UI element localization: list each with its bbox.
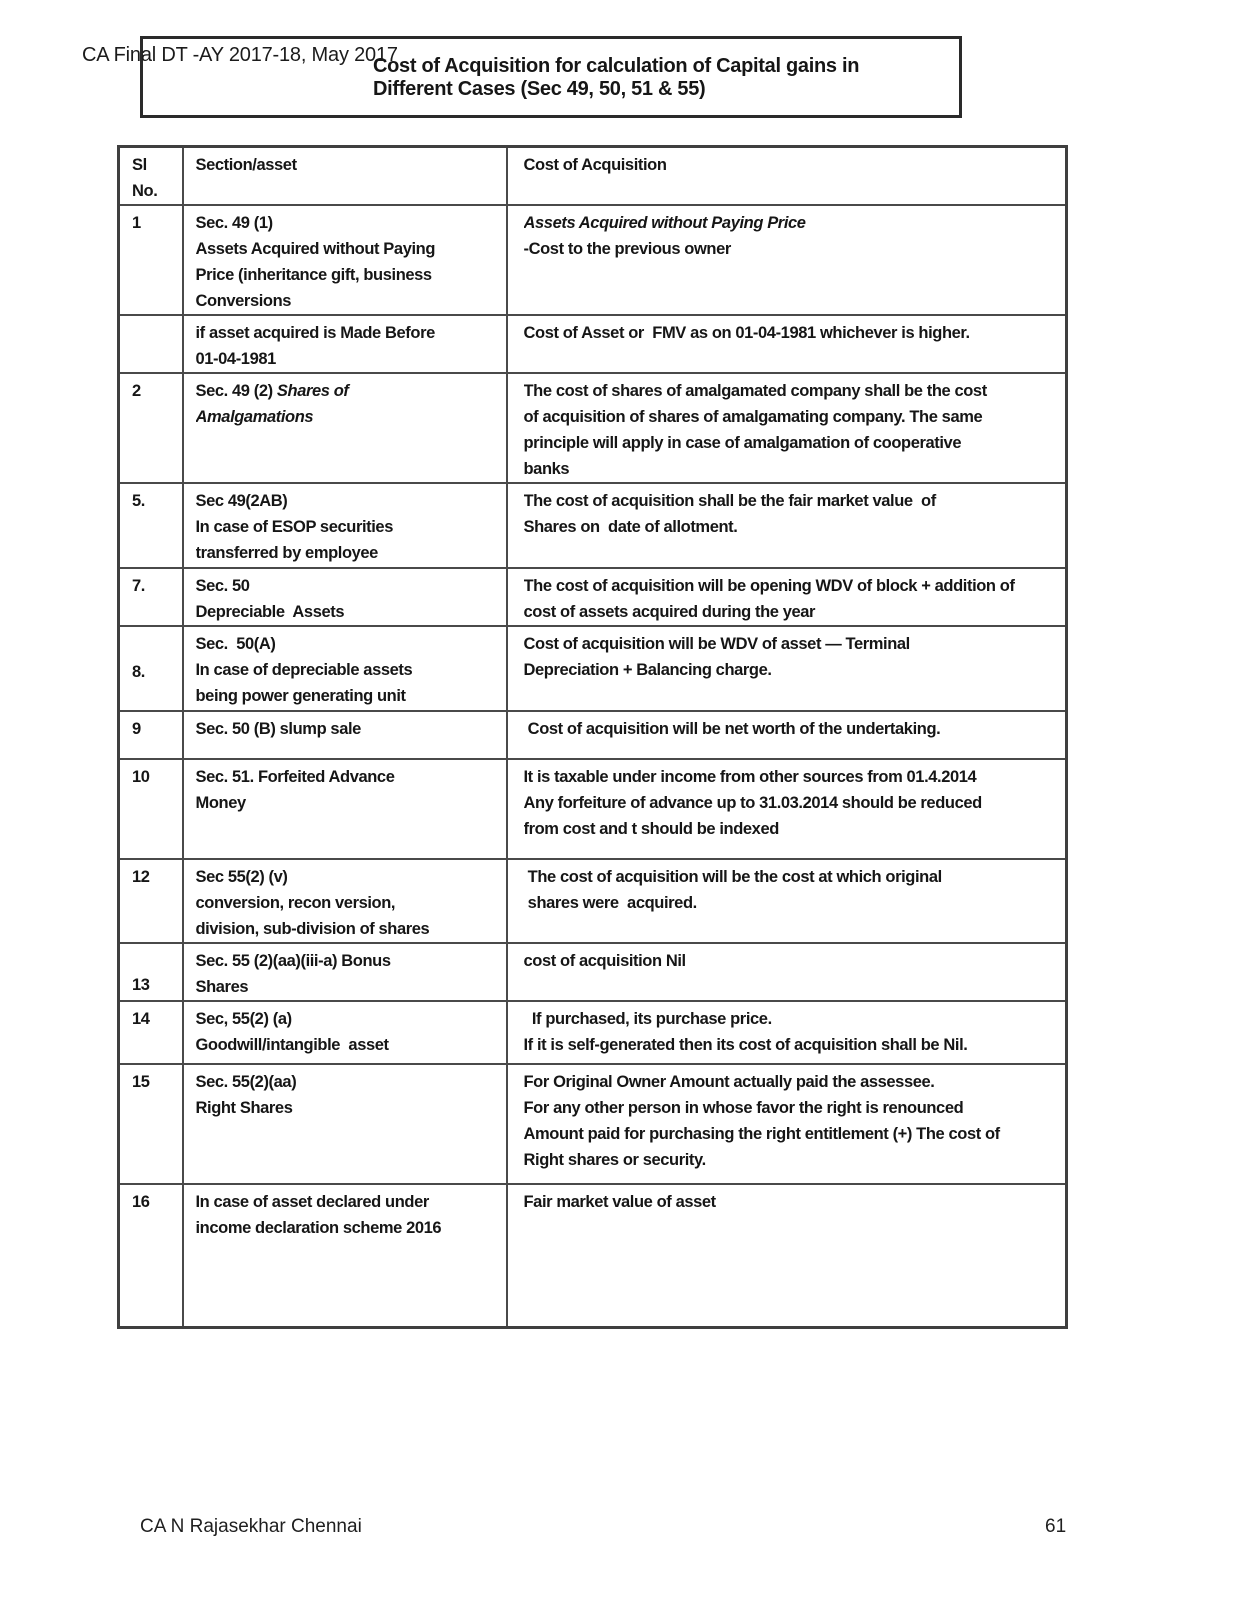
cell-content bbox=[196, 948, 500, 1000]
cell-content bbox=[132, 1189, 176, 1215]
text-line bbox=[524, 514, 1060, 540]
text-line bbox=[196, 262, 500, 288]
text-line bbox=[524, 152, 1060, 178]
text-line bbox=[196, 288, 500, 314]
text-segment: Depreciable Assets bbox=[195, 603, 345, 621]
text-segment: 2 bbox=[132, 382, 141, 400]
table-row bbox=[119, 568, 1067, 626]
section-asset-cell bbox=[183, 1001, 507, 1064]
sl-no-cell bbox=[119, 568, 183, 626]
text-segment: banks bbox=[523, 460, 570, 478]
text-line bbox=[132, 716, 176, 742]
text-segment: income declaration scheme 2016 bbox=[195, 1219, 442, 1237]
sl-no-cell bbox=[119, 483, 183, 568]
text-segment: No. bbox=[132, 182, 158, 200]
text-line bbox=[524, 488, 1060, 514]
text-segment: 01-04-1981 bbox=[195, 350, 276, 368]
section-asset-cell bbox=[183, 1184, 507, 1327]
text-segment: Shares on date of allotment. bbox=[523, 518, 738, 536]
cost-of-acquisition-cell bbox=[507, 859, 1067, 943]
text-segment: Sec. 50 (B) slump sale bbox=[195, 720, 361, 738]
table-row bbox=[119, 859, 1067, 943]
cell-content bbox=[196, 1069, 500, 1121]
text-segment: If it is self-generated then its cost of acquisition shall be Nil. bbox=[523, 1036, 968, 1054]
section-asset-cell bbox=[183, 568, 507, 626]
cell-content bbox=[524, 573, 1060, 625]
text-line bbox=[196, 916, 500, 942]
table-row bbox=[119, 626, 1067, 711]
text-segment: Amalgamations bbox=[195, 408, 314, 426]
cell-content bbox=[524, 716, 1060, 742]
text-line bbox=[524, 890, 1060, 916]
cell-content bbox=[132, 152, 176, 204]
text-segment: Any forfeiture of advance up to 31.03.2014 should be reduced bbox=[523, 794, 982, 812]
text-line bbox=[132, 1189, 176, 1215]
text-segment: Shares bbox=[195, 978, 249, 996]
text-segment: 14 bbox=[132, 1010, 150, 1028]
sl-no-cell bbox=[119, 859, 183, 943]
text-line bbox=[196, 488, 500, 514]
text-segment: Depreciation + Balancing charge. bbox=[523, 661, 772, 679]
table-header-row bbox=[119, 147, 1067, 206]
text-segment: Assets Acquired without Paying bbox=[195, 240, 436, 258]
sl-no-cell bbox=[119, 943, 183, 1001]
cell-content bbox=[132, 1069, 176, 1095]
text-line bbox=[524, 210, 1060, 236]
text-line bbox=[196, 1215, 500, 1241]
title-line-1: Cost of Acquisition for calculation of Capital gains in bbox=[373, 55, 860, 77]
cell-content bbox=[132, 659, 176, 685]
text-line bbox=[524, 1032, 1060, 1058]
cell-content bbox=[196, 378, 500, 430]
table-row bbox=[119, 711, 1067, 759]
title-line-2: Different Cases (Sec 49, 50, 51 & 55) bbox=[373, 78, 706, 100]
text-line bbox=[196, 573, 500, 599]
cell-content bbox=[524, 1006, 1060, 1058]
text-segment: Assets Acquired without Paying Price bbox=[523, 214, 806, 232]
table-body bbox=[119, 205, 1067, 1327]
text-segment: shares were acquired. bbox=[523, 894, 697, 912]
sl-no-cell bbox=[119, 759, 183, 859]
text-line bbox=[196, 657, 500, 683]
text-segment: In case of depreciable assets bbox=[195, 661, 413, 679]
text-segment: Shares of bbox=[276, 382, 349, 400]
text-segment: 16 bbox=[132, 1193, 150, 1211]
cell-content bbox=[132, 488, 176, 514]
cell-content bbox=[524, 631, 1060, 683]
cell-content bbox=[524, 210, 1060, 262]
cost-of-acquisition-cell bbox=[507, 483, 1067, 568]
text-line bbox=[196, 378, 500, 404]
text-line bbox=[524, 816, 1060, 842]
text-segment: The cost of acquisition will be opening WDV of block + addition of bbox=[523, 577, 1015, 595]
text-line bbox=[196, 716, 500, 742]
text-line bbox=[524, 716, 1060, 742]
text-segment: Sec. 50(A) bbox=[195, 635, 276, 653]
text-segment: cost of acquisition Nil bbox=[523, 952, 686, 970]
sl-no-cell bbox=[119, 205, 183, 315]
table-row bbox=[119, 483, 1067, 568]
text-segment: Right Shares bbox=[195, 1099, 293, 1117]
text-line bbox=[196, 236, 500, 262]
text-segment: Fair market value of asset bbox=[523, 1193, 716, 1211]
text-segment: Sec. 49 (1) bbox=[195, 214, 273, 232]
text-line bbox=[132, 764, 176, 790]
section-asset-cell bbox=[183, 711, 507, 759]
text-line bbox=[524, 320, 1060, 346]
table-header bbox=[119, 147, 1067, 206]
cell-content bbox=[524, 152, 1060, 178]
text-line bbox=[524, 948, 1060, 974]
text-segment: For any other person in whose favor the right is renounced bbox=[523, 1099, 964, 1117]
cell-content bbox=[196, 631, 500, 709]
text-line bbox=[196, 864, 500, 890]
table-row bbox=[119, 943, 1067, 1001]
text-line bbox=[196, 1069, 500, 1095]
cell-content bbox=[132, 972, 176, 998]
cost-of-acquisition-cell bbox=[507, 568, 1067, 626]
sl-no-cell bbox=[119, 626, 183, 711]
text-segment: 8. bbox=[132, 663, 145, 681]
column-header-section bbox=[183, 147, 507, 206]
text-line bbox=[196, 1189, 500, 1215]
text-line bbox=[524, 573, 1060, 599]
text-line bbox=[132, 210, 176, 236]
text-line bbox=[196, 764, 500, 790]
cell-content bbox=[196, 152, 500, 178]
table-row bbox=[119, 1001, 1067, 1064]
text-line bbox=[196, 599, 500, 625]
text-line bbox=[196, 974, 500, 1000]
text-line bbox=[132, 1006, 176, 1032]
text-segment: The cost of shares of amalgamated company shall be the cost bbox=[523, 382, 987, 400]
text-segment: of acquisition of shares of amalgamating company. The same bbox=[523, 408, 983, 426]
section-asset-cell bbox=[183, 483, 507, 568]
cell-content bbox=[132, 764, 176, 790]
text-line bbox=[524, 404, 1060, 430]
cell-content bbox=[196, 320, 500, 372]
cell-content bbox=[524, 1069, 1060, 1173]
sl-no-cell bbox=[119, 1184, 183, 1327]
text-segment: In case of asset declared under bbox=[195, 1193, 429, 1211]
section-asset-cell bbox=[183, 943, 507, 1001]
doc-header-label: CA Final DT -AY 2017-18, May 2017 bbox=[82, 44, 398, 66]
cost-of-acquisition-cell bbox=[507, 1184, 1067, 1327]
text-line bbox=[132, 178, 176, 204]
table-row bbox=[119, 1184, 1067, 1327]
text-segment: 12 bbox=[132, 868, 150, 886]
text-line bbox=[196, 152, 500, 178]
text-line bbox=[132, 378, 176, 404]
cell-content bbox=[196, 1006, 500, 1058]
table-row bbox=[119, 373, 1067, 483]
text-segment: Sec. 55(2)(aa) bbox=[195, 1073, 297, 1091]
footer-author: CA N Rajasekhar Chennai bbox=[140, 1516, 362, 1537]
text-segment: cost of assets acquired during the year bbox=[523, 603, 816, 621]
text-segment: 5. bbox=[132, 492, 145, 510]
cell-content bbox=[132, 210, 176, 236]
section-asset-cell bbox=[183, 859, 507, 943]
cell-content bbox=[524, 320, 1060, 346]
text-line bbox=[132, 659, 176, 685]
text-line bbox=[524, 864, 1060, 890]
text-segment: if asset acquired is Made Before bbox=[195, 324, 435, 342]
cell-content bbox=[524, 1189, 1060, 1215]
text-line bbox=[132, 152, 176, 178]
text-segment: Sec 49(2AB) bbox=[195, 492, 288, 510]
text-segment: Sec 55(2) (v) bbox=[195, 868, 288, 886]
cell-content bbox=[196, 210, 500, 314]
footer-page-number: 61 bbox=[1045, 1516, 1067, 1537]
text-line bbox=[132, 864, 176, 890]
text-segment: 7. bbox=[132, 577, 145, 595]
column-header-cost bbox=[507, 147, 1067, 206]
cost-of-acquisition-table bbox=[117, 145, 1068, 1329]
text-line bbox=[196, 540, 500, 566]
cell-content bbox=[132, 573, 176, 599]
text-line bbox=[524, 1121, 1060, 1147]
text-segment: Sl bbox=[132, 156, 147, 174]
cell-content bbox=[196, 716, 500, 742]
table-row bbox=[119, 759, 1067, 859]
text-line bbox=[524, 1069, 1060, 1095]
text-segment: The cost of acquisition shall be the fair market value of bbox=[523, 492, 936, 510]
text-segment: Section/asset bbox=[195, 156, 297, 174]
text-line bbox=[196, 1006, 500, 1032]
text-line bbox=[196, 1032, 500, 1058]
cell-content bbox=[196, 764, 500, 816]
text-segment: 10 bbox=[132, 768, 150, 786]
cost-of-acquisition-cell bbox=[507, 205, 1067, 315]
text-line bbox=[196, 320, 500, 346]
text-line bbox=[132, 1069, 176, 1095]
text-segment: It is taxable under income from other sources from 01.4.2014 bbox=[523, 768, 977, 786]
cell-content bbox=[132, 864, 176, 890]
text-segment: If purchased, its purchase price. bbox=[523, 1010, 772, 1028]
text-line bbox=[196, 683, 500, 709]
cost-of-acquisition-cell bbox=[507, 711, 1067, 759]
text-segment: conversion, recon version, bbox=[195, 894, 396, 912]
text-line bbox=[524, 1095, 1060, 1121]
text-line bbox=[196, 631, 500, 657]
text-segment: For Original Owner Amount actually paid the assessee. bbox=[523, 1073, 935, 1091]
cost-of-acquisition-cell bbox=[507, 373, 1067, 483]
cost-of-acquisition-cell bbox=[507, 1064, 1067, 1184]
section-asset-cell bbox=[183, 315, 507, 373]
text-line bbox=[524, 456, 1060, 482]
section-asset-cell bbox=[183, 759, 507, 859]
sl-no-cell bbox=[119, 711, 183, 759]
text-line bbox=[524, 790, 1060, 816]
section-asset-cell bbox=[183, 626, 507, 711]
cell-content bbox=[196, 1189, 500, 1241]
text-segment: 13 bbox=[132, 976, 150, 994]
text-segment: being power generating unit bbox=[195, 687, 406, 705]
text-segment: Cost of Asset or FMV as on 01-04-1981 whichever is higher. bbox=[523, 324, 970, 342]
text-line bbox=[196, 1095, 500, 1121]
cost-of-acquisition-cell bbox=[507, 759, 1067, 859]
sl-no-cell bbox=[119, 1001, 183, 1064]
cell-content bbox=[132, 378, 176, 404]
text-segment: In case of ESOP securities bbox=[195, 518, 393, 536]
text-line bbox=[524, 764, 1060, 790]
column-header-sl bbox=[119, 147, 183, 206]
text-segment: Right shares or security. bbox=[523, 1151, 706, 1169]
text-line bbox=[524, 1006, 1060, 1032]
cost-of-acquisition-cell bbox=[507, 315, 1067, 373]
text-segment: principle will apply in case of amalgamation of cooperative bbox=[523, 434, 962, 452]
text-line bbox=[524, 599, 1060, 625]
text-segment: 1 bbox=[132, 214, 141, 232]
text-segment: Cost of Acquisition bbox=[523, 156, 667, 174]
cell-content bbox=[132, 716, 176, 742]
text-line bbox=[196, 210, 500, 236]
text-segment: 15 bbox=[132, 1073, 150, 1091]
text-line bbox=[524, 1147, 1060, 1173]
text-segment: Cost of acquisition will be WDV of asset — Terminal bbox=[523, 635, 910, 653]
text-line bbox=[524, 1189, 1060, 1215]
table-row bbox=[119, 315, 1067, 373]
text-segment: Goodwill/intangible asset bbox=[195, 1036, 389, 1054]
text-segment: Sec. 50 bbox=[195, 577, 250, 595]
text-line bbox=[196, 890, 500, 916]
cell-content bbox=[196, 488, 500, 566]
cell-content bbox=[524, 488, 1060, 540]
sl-no-cell bbox=[119, 373, 183, 483]
text-line bbox=[132, 488, 176, 514]
cost-of-acquisition-cell bbox=[507, 626, 1067, 711]
text-segment: transferred by employee bbox=[195, 544, 378, 562]
sl-no-cell bbox=[119, 1064, 183, 1184]
text-line bbox=[524, 236, 1060, 262]
table-row bbox=[119, 205, 1067, 315]
text-line bbox=[524, 378, 1060, 404]
table-row bbox=[119, 1064, 1067, 1184]
cell-content bbox=[196, 864, 500, 942]
text-line bbox=[524, 430, 1060, 456]
text-line bbox=[196, 346, 500, 372]
text-segment: Sec. 49 (2) bbox=[195, 382, 277, 400]
cell-content bbox=[524, 378, 1060, 482]
text-line bbox=[196, 948, 500, 974]
text-segment: from cost and t should be indexed bbox=[523, 820, 779, 838]
text-line bbox=[132, 972, 176, 998]
cell-content bbox=[524, 764, 1060, 842]
cell-content bbox=[524, 864, 1060, 916]
text-segment: 9 bbox=[132, 720, 141, 738]
text-segment: Sec. 55 (2)(aa)(iii-a) Bonus bbox=[195, 952, 391, 970]
cost-of-acquisition-cell bbox=[507, 1001, 1067, 1064]
text-segment: The cost of acquisition will be the cost at which original bbox=[523, 868, 942, 886]
text-line bbox=[524, 631, 1060, 657]
text-segment: -Cost to the previous owner bbox=[523, 240, 731, 258]
text-segment: Conversions bbox=[195, 292, 292, 310]
cell-content bbox=[196, 573, 500, 625]
text-line bbox=[196, 404, 500, 430]
text-segment: Cost of acquisition will be net worth of the undertaking. bbox=[523, 720, 941, 738]
text-segment: Price (inheritance gift, business bbox=[195, 266, 432, 284]
text-line bbox=[524, 657, 1060, 683]
text-segment: Money bbox=[195, 794, 246, 812]
text-segment: Amount paid for purchasing the right entitlement (+) The cost of bbox=[523, 1125, 1000, 1143]
text-line bbox=[132, 573, 176, 599]
section-asset-cell bbox=[183, 373, 507, 483]
text-segment: Sec. 51. Forfeited Advance bbox=[195, 768, 395, 786]
section-asset-cell bbox=[183, 1064, 507, 1184]
cell-content bbox=[132, 1006, 176, 1032]
cell-content bbox=[524, 948, 1060, 974]
text-segment: division, sub-division of shares bbox=[195, 920, 430, 938]
text-line bbox=[196, 514, 500, 540]
sl-no-cell bbox=[119, 315, 183, 373]
cost-of-acquisition-cell bbox=[507, 943, 1067, 1001]
text-segment: Sec, 55(2) (a) bbox=[195, 1010, 292, 1028]
section-asset-cell bbox=[183, 205, 507, 315]
text-line bbox=[196, 790, 500, 816]
